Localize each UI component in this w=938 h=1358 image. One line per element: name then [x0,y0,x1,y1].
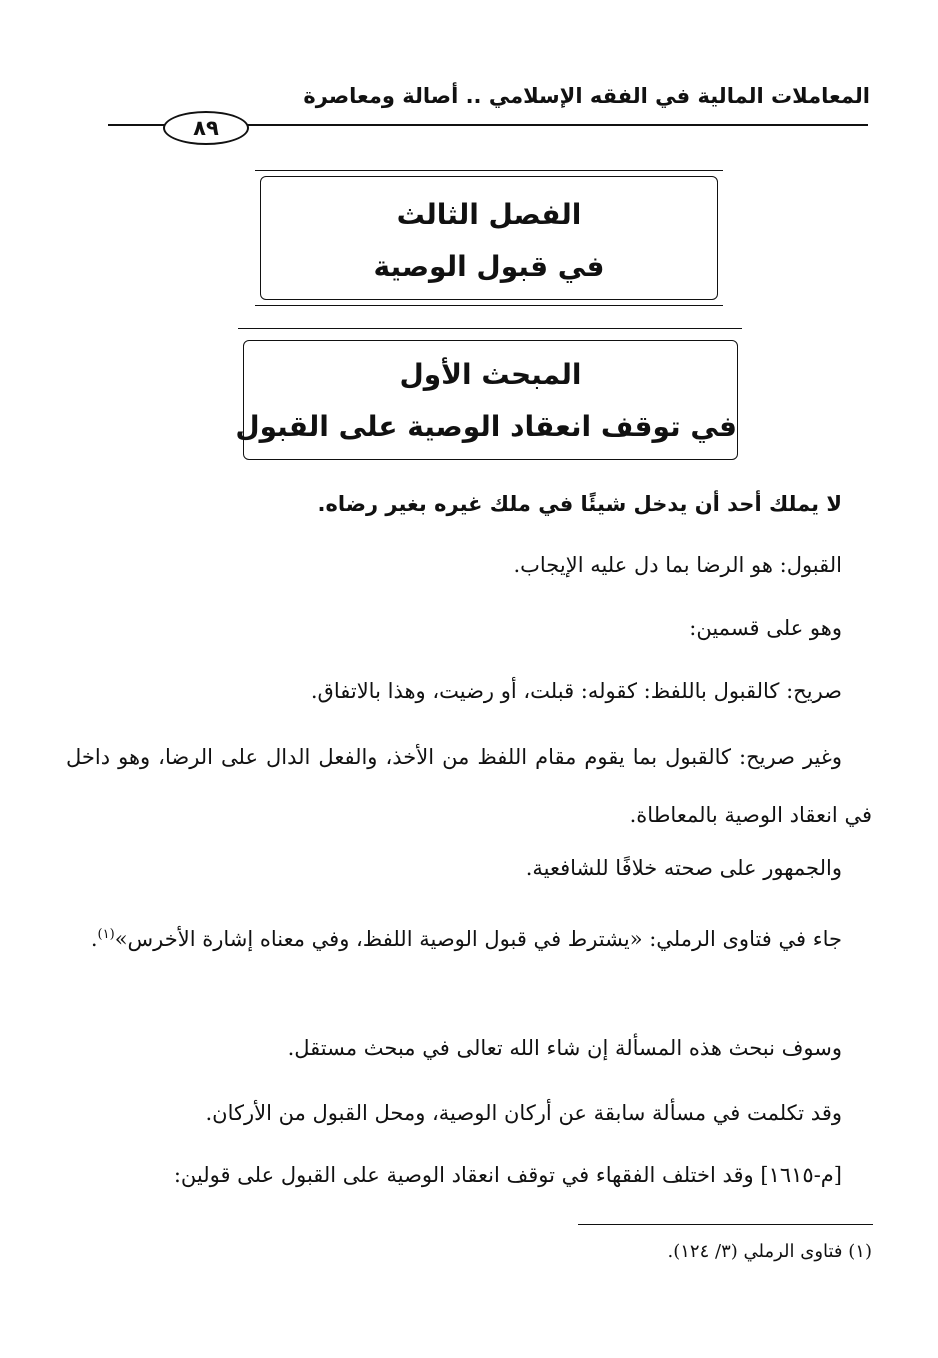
paragraph-3: وهو على قسمين: [689,616,842,640]
running-header-title: المعاملات المالية في الفقه الإسلامي .. أصالة ومعاصرة [303,84,870,108]
quote-text: جاء في فتاوى الرملي: «يشترط في قبول الوصية اللفظ، وفي معناه إشارة الأخرس» [114,927,842,951]
paragraph-8: وسوف نبحث هذه المسألة إن شاء الله تعالى في مبحث مستقل. [287,1036,842,1060]
section-top-rule [238,328,742,329]
paragraph-6: والجمهور على صحته خلافًا للشافعية. [525,856,842,880]
section-heading-box [235,340,738,460]
chapter-subtitle: في قبول الوصية [373,250,605,283]
chapter-top-rule [255,170,723,171]
chapter-heading-box [260,176,718,300]
chapter-bottom-rule [255,305,723,306]
paragraph-1: لا يملك أحد أن يدخل شيئًا في ملك غيره بغير رضاه. [317,492,842,516]
section-title: المبحث الأول [399,358,582,391]
paragraph-5: وغير صريح: كالقبول بما يقوم مقام اللفظ من الأخذ، والفعل الدال على الرضا، وهو داخل في انعقاد الوصية بالمعاطاة. [66,745,872,827]
paragraph-7: جاء في فتاوى الرملي: «يشترط في قبول الوصية اللفظ، وفي معناه إشارة الأخرس»$^{(١)}$. [90,927,842,951]
footnote-rule [578,1224,873,1225]
section-subtitle: في توقف انعقاد الوصية على القبول [235,410,737,443]
paragraph-10: [م-١٦١٥] وقد اختلف الفقهاء في توقف انعقاد الوصية على القبول على قولين: [173,1163,842,1187]
footnote-marker: (١) [97,927,115,942]
chapter-title: الفصل الثالث [396,198,582,231]
footnote: (١) فتاوى الرملي (٣/ ١٢٤). [667,1241,872,1262]
page-number: ٨٩ [163,111,249,145]
paragraph-2: القبول: هو الرضا بما دل عليه الإيجاب. [513,553,842,577]
paragraph-9: وقد تكلمت في مسألة سابقة عن أركان الوصية، ومحل القبول من الأركان. [205,1101,842,1125]
paragraph-4: صريح: كالقبول باللفظ: كقوله: قبلت، أو رضيت، وهذا بالاتفاق. [310,679,842,703]
